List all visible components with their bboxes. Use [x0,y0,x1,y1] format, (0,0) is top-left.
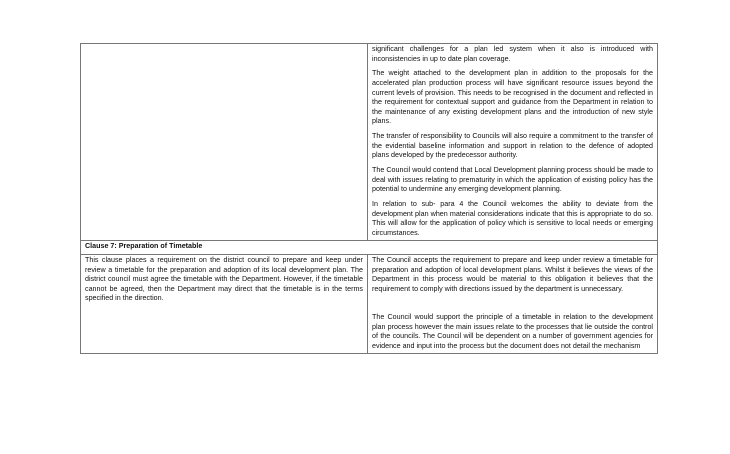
clause-description-cell: This clause places a requirement on the district council to prepare and keep under review a timetable for the preparation and adoption of its local development plan. The district council must agree the timetable with the Department. However, if the timetable cannot be agreed, then the Department may direct that the timetable is in the terms specified in the direction. [81,254,368,353]
table-row [81,44,658,241]
response-paragraph: The Council would contend that Local Development planning process should be made to deal with issues relating to prematurity in which the application of existing policy has the potential to undermine any emerging development planning. [372,166,653,194]
table-row [81,241,658,255]
response-paragraph: The transfer of responsibility to Councils will also require a commitment to the transfer of the evidential baseline information and support in relation to the defence of adopted plans developed by the predecessor authority. [372,132,653,160]
response-paragraph: The Council would support the principle of a timetable in relation to the development plan process however the main issues relate to the processes that lie outside the control of the councils. The Council will be dependent on a number of government agencies for evidence and input into the process but the document does not detail the mechanism [372,313,653,350]
empty-clause-cell [81,44,368,241]
table-row [81,254,658,353]
response-cell [368,254,658,353]
response-paragraph: significant challenges for a plan led system when it also is introduced with inconsistencies in up to date plan coverage. [372,45,653,63]
consultation-response-table [80,43,658,354]
response-paragraph: The Council accepts the requirement to prepare and keep under review a timetable for preparation and adoption of local development plans. Whilst it believes the views of the Department in this process would be material to this obligation it believes that the requirement to comply with directions issued by the department is unnecessary. [372,255,653,293]
response-paragraph: The weight attached to the development plan in addition to the proposals for the accelerated plan production process will have significant resource issues beyond the current levels of provision. This needs to be recognised in the document and reflected in the requirement for contextual support and guidance from the Department in relation to the maintenance of any existing development plans and the introduction of new style plans. [372,69,653,126]
response-paragraph: In relation to sub- para 4 the Council welcomes the ability to deviate from the development plan when material considerations indicate that this is appropriate to do so. This will allow for the application of policy which is sensitive to local needs or emerging circumstances. [372,200,653,237]
response-cell [368,44,658,241]
clause-heading: Clause 7: Preparation of Timetable [81,241,658,255]
